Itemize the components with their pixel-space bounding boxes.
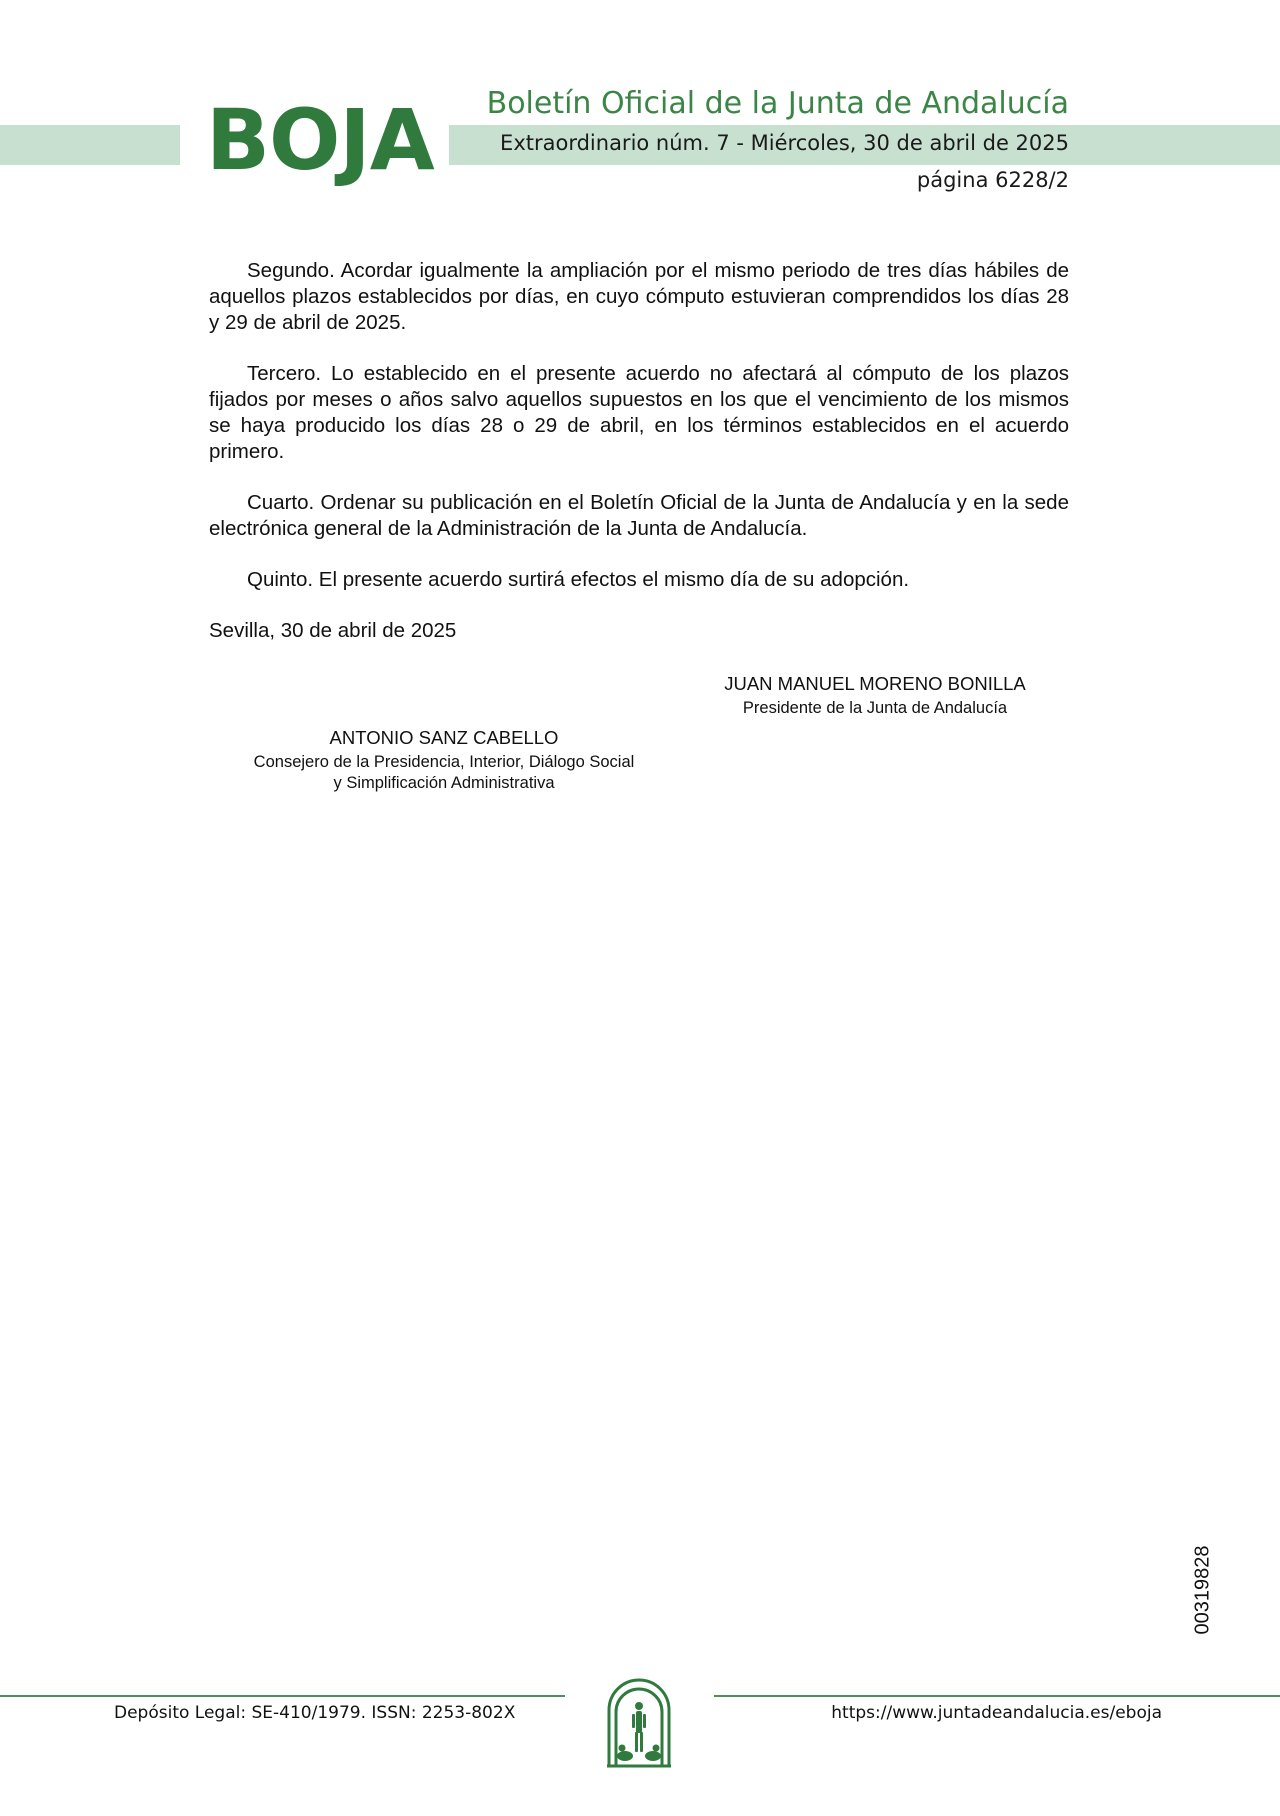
boja-logo: BOJA [206, 91, 434, 189]
footer-rule-left [0, 1695, 565, 1697]
president-role: Presidente de la Junta de Andalucía [742, 699, 1008, 717]
header-band-left [0, 125, 180, 165]
councillor-role-line1: Consejero de la Presidencia, Interior, Diálogo Social [253, 753, 635, 771]
signature-councillor [214, 726, 674, 794]
president-name: JUAN MANUEL MORENO BONILLA [724, 673, 1026, 694]
footer-rule-right [714, 1695, 1280, 1697]
paragraph-quinto: Quinto. El presente acuerdo surtirá efectos el mismo día de su adopción. [247, 568, 910, 591]
bulletin-title: Boletín Oficial de la Junta de Andalucía [486, 86, 1069, 121]
issue-line: Extraordinario núm. 7 - Miércoles, 30 de abril de 2025 [500, 131, 1069, 155]
legal-deposit: Depósito Legal: SE-410/1979. ISSN: 2253-802X [114, 1703, 516, 1723]
councillor-name: ANTONIO SANZ CABELLO [329, 727, 559, 748]
signature-president [690, 672, 1060, 719]
place-date: Sevilla, 30 de abril de 2025 [209, 619, 457, 642]
document-code: 00319828 [1191, 1545, 1214, 1635]
paragraph-tercero: Tercero. Lo establecido en el presente acuerdo no afectará al cómputo de los plazos fijados por meses o años salvo aquellos supuestos en los que el vencimiento de los mismos se haya producido los días 28 o 29 de abril, en los términos establecidos en el acuerdo primero. [209, 362, 1069, 463]
paragraph-cuarto: Cuarto. Ordenar su publicación en el Boletín Oficial de la Junta de Andalucía y en la sede electrónica general de la Administración de la Junta de Andalucía. [209, 491, 1069, 540]
councillor-role-line2: y Simplificación Administrativa [333, 774, 555, 792]
paragraph-segundo: Segundo. Acordar igualmente la ampliación por el mismo periodo de tres días hábiles de aquellos plazos establecidos por días, en cuyo cómputo estuvieran comprendidos los días 28 y 29 de abril de 2025. [209, 259, 1069, 334]
andalucia-coat-of-arms-icon [603, 1670, 675, 1770]
page-number: página 6228/2 [916, 168, 1069, 192]
eboja-url: https://www.juntadeandalucia.es/eboja [831, 1703, 1162, 1723]
document-body [209, 258, 1069, 669]
